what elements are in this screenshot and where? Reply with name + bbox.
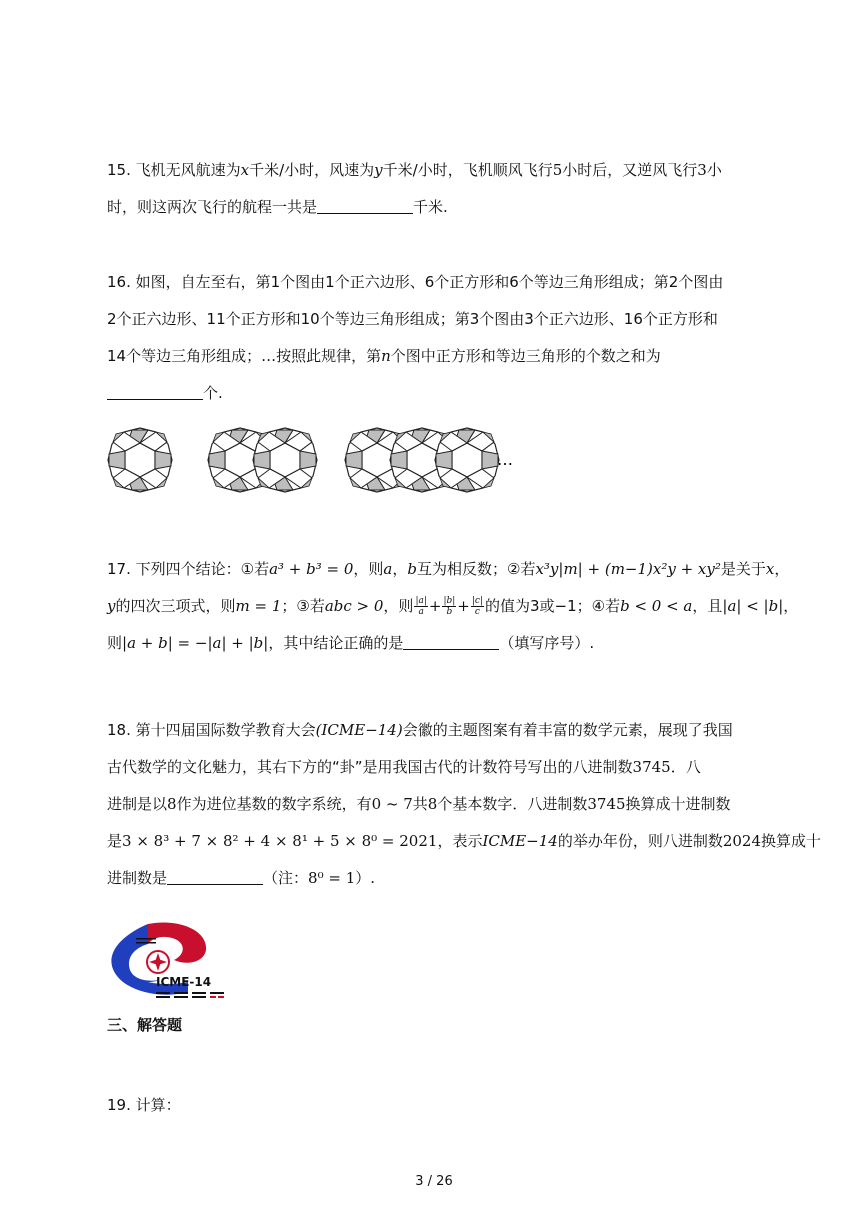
answer-blank-18[interactable] [167,868,263,885]
q18-line-2: 古代数学的文化魅力，其右下方的“卦”是用我国古代的计数符号写出的八进制数3745．八 [107,758,701,776]
question-18 [107,712,822,897]
q15-line-1: 15. 飞机无风航速为x千米/小时，风速为y千米/小时，飞机顺风飞行5小时后，又逆风飞行3小 [107,161,722,179]
q18-line-4: 是3 × 8³ + 7 × 8² + 4 × 8¹ + 5 × 8⁰ = 2021，表示ICME−14的举办年份，则八进制数2024换算成十 [107,832,822,850]
question-17 [107,551,799,662]
answer-blank-15[interactable] [317,197,413,214]
q17-line-2: y的四次三项式，则m = 1；③若abc > 0，则 $\frac{|a|}{a}$ + $\frac{|b|}{b}$ + $\frac{|c|}{c}$ 的值为3或−1；④若b < 0 < a，且|a| < |b|， [107,596,799,617]
q16-line-3: 14个等边三角形组成；…按照此规律，第n个图中正方形和等边三角形的个数之和为 [107,347,661,365]
section-heading: 三、解答题 [107,1016,183,1034]
q16-line-1: 16. 如图，自左至右，第1个图由1个正六边形、6个正方形和6个等边三角形组成；第2个图由 [107,273,724,291]
figure-ellipsis: … [497,450,513,469]
answer-blank-17[interactable] [403,633,499,650]
q18-line-5: 进制数是 （注：8⁰ = 1）. [107,869,376,887]
fraction-c: $\frac{|c|}{c}$ [471,596,483,617]
q18-line-3: 进制是以8作为进位基数的数字系统，有0 ~ 7共8个基本数字．八进制数3745换算成十进制数 [107,795,731,813]
question-19: 19. 计算： [107,1096,181,1114]
q16-line-2: 2个正六边形、11个正方形和10个等边三角形组成；第3个图由3个正六边形、16个正方形和 [107,310,718,328]
hexagon-pattern-figure [105,425,525,495]
figure-2 [208,428,317,492]
figure-1 [108,428,172,492]
page-number: 3 / 26 [415,1174,453,1189]
icme-14-logo [108,920,248,1002]
gua-symbols [156,992,224,998]
figure-3 [345,428,499,492]
q17-line-1: 17. 下列四个结论：①若a³ + b³ = 0，则a，b互为相反数；②若x³y|m| + (m−1)x²y + xy²是关于x， [107,560,790,578]
q17-line-3: 则|a + b| = −|a| + |b|，其中结论正确的是 （填写序号）. [107,634,595,652]
q18-line-1: 18. 第十四届国际数学教育大会(ICME−14)会徽的主题图案有着丰富的数学元素，展现了我国 [107,721,733,739]
question-16 [107,264,757,412]
answer-blank-16[interactable] [107,383,203,400]
fraction-a: $\frac{|a|}{a}$ [415,596,427,617]
q16-line-4: 个. [107,375,757,412]
fraction-b: $\frac{|b|}{b}$ [443,596,456,617]
question-15 [107,152,757,226]
q15-line-2: 时，则这两次飞行的航程一共是 千米. [107,198,448,216]
logo-text: ICME-14 [156,975,212,989]
